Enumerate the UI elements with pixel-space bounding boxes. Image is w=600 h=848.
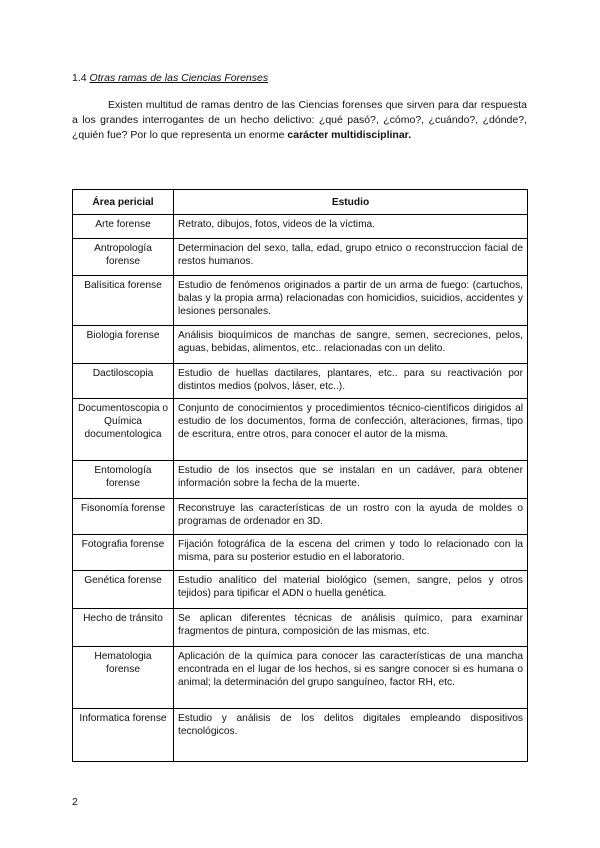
study-cell: Estudio de los insectos que se instalan en un cadáver, para obtener información sobre la fecha de la muerte. bbox=[174, 461, 528, 499]
section-title: Otras ramas de las Ciencias Forenses bbox=[89, 72, 269, 84]
study-cell: Estudio de fenómenos originados a partir de un arma de fuego: (cartuchos, balas y la propia arma) relacionadas con homicidios, suicidios, accidentes y lesiones personales. bbox=[174, 276, 528, 326]
section-heading bbox=[72, 72, 268, 84]
study-cell: Determinacion del sexo, talla, edad, grupo etnico o reconstruccion facial de restos humanos. bbox=[174, 239, 528, 276]
intro-paragraph bbox=[72, 98, 527, 143]
area-cell: Dactiloscopia bbox=[73, 364, 174, 399]
table-row bbox=[73, 609, 528, 647]
study-cell: Estudio de huellas dactilares, plantares, etc.. para su reactivación por distintos medios (polvos, láser, etc..). bbox=[174, 364, 528, 399]
table-row bbox=[73, 326, 528, 364]
table-row bbox=[73, 647, 528, 709]
area-cell: Fisonomía forense bbox=[73, 499, 174, 535]
study-cell: Reconstruye las características de un rostro con la ayuda de moldes o programas de ordenador en 3D. bbox=[174, 499, 528, 535]
table-header-row bbox=[73, 190, 528, 215]
table-row bbox=[73, 364, 528, 399]
study-cell: Conjunto de conocimientos y procedimientos técnico-científicos dirigidos al estudio de los documentos, forma de confección, alteraciones, firmas, tipo de escritura, entre otros, para conocer el autor de la misma. bbox=[174, 399, 528, 461]
area-cell: Hecho de tránsito bbox=[73, 609, 174, 647]
header-study: Estudio bbox=[174, 190, 528, 215]
table-row bbox=[73, 215, 528, 239]
study-cell: Estudio analítico del material biológico (semen, sangre, pelos y otros tejidos) para tipificar el ADN o huella genética. bbox=[174, 571, 528, 609]
page-number: 2 bbox=[72, 796, 78, 808]
table-row bbox=[73, 399, 528, 461]
study-cell: Se aplican diferentes técnicas de análisis químico, para examinar fragmentos de pintura, composición de las mismas, etc. bbox=[174, 609, 528, 647]
study-cell: Análisis bioquímicos de manchas de sangre, semen, secreciones, pelos, aguas, bebidas, alimentos, etc.. relacionadas con un delito. bbox=[174, 326, 528, 364]
study-cell: Aplicación de la química para conocer las características de una mancha encontrada en el lugar de los hechos, si es sangre conocer si es humana o animal; la determinación del grupo sanguíneo, factor RH, etc. bbox=[174, 647, 528, 709]
area-cell: Arte forense bbox=[73, 215, 174, 239]
table-row bbox=[73, 461, 528, 499]
study-cell: Estudio y análisis de los delitos digitales empleando dispositivos tecnológicos. bbox=[174, 709, 528, 762]
intro-bold-text: carácter multidisciplinar. bbox=[287, 129, 412, 141]
forensic-areas-table bbox=[72, 189, 528, 762]
study-cell: Fijación fotográfica de la escena del crimen y todo lo relacionado con la misma, para su posterior estudio en el laboratorio. bbox=[174, 535, 528, 571]
area-cell: Fotografia forense bbox=[73, 535, 174, 571]
area-cell: Genética forense bbox=[73, 571, 174, 609]
area-cell: Hematologia forense bbox=[73, 647, 174, 709]
area-cell: Balísitica forense bbox=[73, 276, 174, 326]
area-cell: Biologia forense bbox=[73, 326, 174, 364]
area-cell: Antropología forense bbox=[73, 239, 174, 276]
area-cell: Documentoscopia o Química documentologica bbox=[73, 399, 174, 461]
section-number: 1.4 bbox=[72, 72, 87, 84]
table-row bbox=[73, 709, 528, 762]
study-cell: Retrato, dibujos, fotos, videos de la víctima. bbox=[174, 215, 528, 239]
area-cell: Informatica forense bbox=[73, 709, 174, 762]
table-row bbox=[73, 571, 528, 609]
area-cell: Entomología forense bbox=[73, 461, 174, 499]
table-row bbox=[73, 276, 528, 326]
table-row bbox=[73, 535, 528, 571]
table-row bbox=[73, 239, 528, 276]
table-row bbox=[73, 499, 528, 535]
intro-text: Existen multitud de ramas dentro de las Ciencias forenses que sirven para dar respuesta a los grandes interrogantes de un hecho delictivo: ¿qué pasó?, ¿cómo?, ¿cuándo?, ¿dónde?, ¿quién fue? Por lo que representa un enorme bbox=[72, 99, 527, 141]
header-area: Área pericial bbox=[73, 190, 174, 215]
